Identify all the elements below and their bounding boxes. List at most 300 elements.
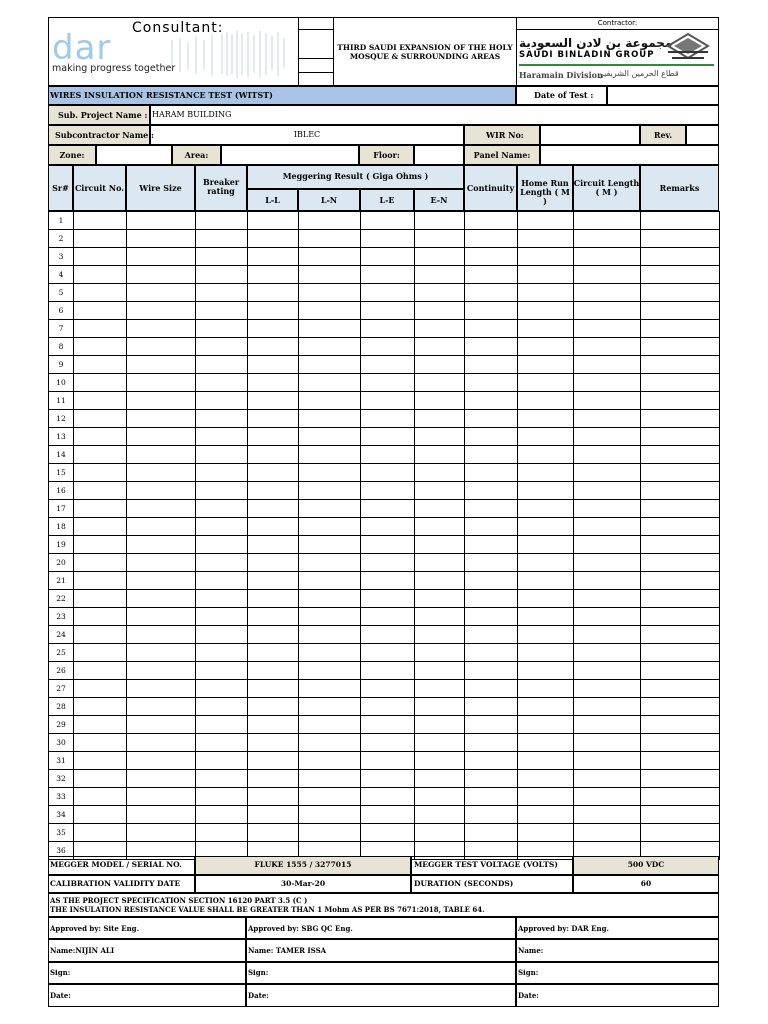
table-cell[interactable] xyxy=(74,500,127,518)
table-cell[interactable] xyxy=(127,356,196,374)
table-cell[interactable] xyxy=(196,806,248,824)
table-cell[interactable] xyxy=(415,626,465,644)
table-cell[interactable] xyxy=(361,734,415,752)
table-cell[interactable] xyxy=(74,374,127,392)
table-cell[interactable] xyxy=(299,212,361,230)
table-cell[interactable] xyxy=(248,392,299,410)
table-cell[interactable] xyxy=(518,302,574,320)
table-cell[interactable] xyxy=(465,356,518,374)
table-cell[interactable] xyxy=(518,806,574,824)
table-cell[interactable] xyxy=(518,788,574,806)
table-cell[interactable] xyxy=(127,752,196,770)
table-cell[interactable] xyxy=(299,734,361,752)
table-cell[interactable] xyxy=(574,212,641,230)
table-cell[interactable] xyxy=(299,392,361,410)
table-cell[interactable] xyxy=(196,518,248,536)
table-cell[interactable] xyxy=(127,824,196,842)
table-cell[interactable] xyxy=(518,320,574,338)
table-cell[interactable] xyxy=(574,644,641,662)
table-cell[interactable] xyxy=(74,284,127,302)
table-cell[interactable] xyxy=(574,320,641,338)
table-cell[interactable] xyxy=(361,770,415,788)
table-cell[interactable] xyxy=(196,464,248,482)
table-cell[interactable] xyxy=(574,554,641,572)
table-cell[interactable] xyxy=(74,698,127,716)
table-cell[interactable] xyxy=(574,518,641,536)
table-cell[interactable] xyxy=(196,716,248,734)
table-cell[interactable] xyxy=(74,590,127,608)
table-cell[interactable] xyxy=(361,338,415,356)
table-cell[interactable] xyxy=(127,590,196,608)
table-cell[interactable] xyxy=(248,788,299,806)
table-cell[interactable] xyxy=(465,374,518,392)
table-cell[interactable] xyxy=(196,266,248,284)
table-cell[interactable] xyxy=(415,662,465,680)
table-cell[interactable] xyxy=(248,608,299,626)
table-cell[interactable] xyxy=(361,680,415,698)
table-cell[interactable] xyxy=(641,716,720,734)
table-cell[interactable] xyxy=(574,464,641,482)
table-cell[interactable] xyxy=(248,662,299,680)
table-cell[interactable] xyxy=(74,626,127,644)
table-cell[interactable] xyxy=(518,662,574,680)
table-cell[interactable] xyxy=(465,572,518,590)
table-cell[interactable] xyxy=(518,410,574,428)
table-cell[interactable] xyxy=(415,464,465,482)
table-cell[interactable] xyxy=(641,536,720,554)
table-cell[interactable] xyxy=(127,230,196,248)
table-cell[interactable] xyxy=(361,212,415,230)
table-cell[interactable] xyxy=(196,500,248,518)
table-cell[interactable] xyxy=(518,356,574,374)
table-cell[interactable] xyxy=(361,590,415,608)
sign-site-cell[interactable] xyxy=(48,962,246,984)
table-cell[interactable] xyxy=(574,626,641,644)
table-cell[interactable] xyxy=(248,536,299,554)
date-of-test-field[interactable] xyxy=(607,86,719,105)
table-cell[interactable] xyxy=(518,590,574,608)
table-cell[interactable] xyxy=(574,266,641,284)
table-cell[interactable] xyxy=(465,446,518,464)
table-cell[interactable] xyxy=(74,482,127,500)
table-cell[interactable] xyxy=(415,806,465,824)
table-cell[interactable] xyxy=(248,518,299,536)
wir-no-field[interactable] xyxy=(540,125,640,145)
table-cell[interactable] xyxy=(465,788,518,806)
table-cell[interactable] xyxy=(415,302,465,320)
table-cell[interactable] xyxy=(196,536,248,554)
table-cell[interactable] xyxy=(465,770,518,788)
table-cell[interactable] xyxy=(299,446,361,464)
table-cell[interactable] xyxy=(248,446,299,464)
table-cell[interactable] xyxy=(127,644,196,662)
table-cell[interactable] xyxy=(641,356,720,374)
table-cell[interactable] xyxy=(641,626,720,644)
table-cell[interactable] xyxy=(127,428,196,446)
table-cell[interactable] xyxy=(465,752,518,770)
table-cell[interactable] xyxy=(74,716,127,734)
table-cell[interactable] xyxy=(248,302,299,320)
table-cell[interactable] xyxy=(574,824,641,842)
table-cell[interactable] xyxy=(248,464,299,482)
table-cell[interactable] xyxy=(196,608,248,626)
table-cell[interactable] xyxy=(127,338,196,356)
table-cell[interactable] xyxy=(196,338,248,356)
table-cell[interactable] xyxy=(465,428,518,446)
table-cell[interactable] xyxy=(299,752,361,770)
table-cell[interactable] xyxy=(415,770,465,788)
table-cell[interactable] xyxy=(127,320,196,338)
table-cell[interactable] xyxy=(127,806,196,824)
date-sbg-cell[interactable] xyxy=(246,984,516,1007)
table-cell[interactable] xyxy=(641,590,720,608)
table-cell[interactable] xyxy=(299,788,361,806)
table-cell[interactable] xyxy=(127,572,196,590)
table-cell[interactable] xyxy=(248,572,299,590)
table-cell[interactable] xyxy=(574,590,641,608)
table-cell[interactable] xyxy=(299,608,361,626)
table-cell[interactable] xyxy=(641,428,720,446)
table-cell[interactable] xyxy=(518,680,574,698)
table-cell[interactable] xyxy=(248,284,299,302)
table-cell[interactable] xyxy=(74,410,127,428)
table-cell[interactable] xyxy=(574,446,641,464)
table-cell[interactable] xyxy=(248,644,299,662)
table-cell[interactable] xyxy=(641,806,720,824)
table-cell[interactable] xyxy=(361,374,415,392)
table-cell[interactable] xyxy=(361,428,415,446)
table-cell[interactable] xyxy=(361,302,415,320)
table-cell[interactable] xyxy=(641,284,720,302)
table-cell[interactable] xyxy=(196,770,248,788)
table-cell[interactable] xyxy=(518,752,574,770)
table-cell[interactable] xyxy=(196,590,248,608)
table-cell[interactable] xyxy=(641,248,720,266)
table-cell[interactable] xyxy=(465,248,518,266)
table-cell[interactable] xyxy=(518,770,574,788)
panel-name-field[interactable] xyxy=(540,145,719,165)
table-cell[interactable] xyxy=(415,734,465,752)
table-cell[interactable] xyxy=(641,662,720,680)
table-cell[interactable] xyxy=(465,320,518,338)
table-cell[interactable] xyxy=(415,716,465,734)
table-cell[interactable] xyxy=(299,716,361,734)
table-cell[interactable] xyxy=(248,500,299,518)
table-cell[interactable] xyxy=(196,302,248,320)
table-cell[interactable] xyxy=(465,734,518,752)
table-cell[interactable] xyxy=(127,734,196,752)
table-cell[interactable] xyxy=(415,410,465,428)
table-cell[interactable] xyxy=(641,464,720,482)
table-cell[interactable] xyxy=(196,788,248,806)
table-cell[interactable] xyxy=(415,248,465,266)
table-cell[interactable] xyxy=(361,320,415,338)
table-cell[interactable] xyxy=(196,626,248,644)
table-cell[interactable] xyxy=(196,230,248,248)
table-cell[interactable] xyxy=(74,266,127,284)
table-cell[interactable] xyxy=(361,464,415,482)
table-cell[interactable] xyxy=(127,536,196,554)
date-dar-cell[interactable] xyxy=(516,984,719,1007)
table-cell[interactable] xyxy=(299,770,361,788)
table-cell[interactable] xyxy=(361,608,415,626)
table-cell[interactable] xyxy=(196,248,248,266)
table-cell[interactable] xyxy=(196,824,248,842)
table-cell[interactable] xyxy=(415,392,465,410)
table-cell[interactable] xyxy=(415,266,465,284)
table-cell[interactable] xyxy=(127,302,196,320)
table-cell[interactable] xyxy=(574,302,641,320)
sign-dar-cell[interactable] xyxy=(516,962,719,984)
table-cell[interactable] xyxy=(641,230,720,248)
table-cell[interactable] xyxy=(641,392,720,410)
table-cell[interactable] xyxy=(465,554,518,572)
table-cell[interactable] xyxy=(465,518,518,536)
table-cell[interactable] xyxy=(196,752,248,770)
table-cell[interactable] xyxy=(518,446,574,464)
table-cell[interactable] xyxy=(574,428,641,446)
table-cell[interactable] xyxy=(415,500,465,518)
table-cell[interactable] xyxy=(574,338,641,356)
table-cell[interactable] xyxy=(574,284,641,302)
table-cell[interactable] xyxy=(415,374,465,392)
table-cell[interactable] xyxy=(361,662,415,680)
table-cell[interactable] xyxy=(299,680,361,698)
table-cell[interactable] xyxy=(361,626,415,644)
table-cell[interactable] xyxy=(299,338,361,356)
table-cell[interactable] xyxy=(641,734,720,752)
table-cell[interactable] xyxy=(641,770,720,788)
area-field[interactable] xyxy=(221,145,359,165)
table-cell[interactable] xyxy=(248,230,299,248)
table-cell[interactable] xyxy=(361,482,415,500)
table-cell[interactable] xyxy=(465,662,518,680)
table-cell[interactable] xyxy=(299,590,361,608)
table-cell[interactable] xyxy=(574,392,641,410)
table-cell[interactable] xyxy=(74,788,127,806)
table-cell[interactable] xyxy=(415,212,465,230)
table-cell[interactable] xyxy=(518,626,574,644)
table-cell[interactable] xyxy=(127,464,196,482)
table-cell[interactable] xyxy=(518,338,574,356)
table-cell[interactable] xyxy=(518,464,574,482)
table-cell[interactable] xyxy=(641,788,720,806)
table-cell[interactable] xyxy=(641,500,720,518)
table-cell[interactable] xyxy=(415,752,465,770)
table-cell[interactable] xyxy=(518,428,574,446)
table-cell[interactable] xyxy=(74,464,127,482)
table-cell[interactable] xyxy=(248,320,299,338)
table-cell[interactable] xyxy=(299,464,361,482)
table-cell[interactable] xyxy=(74,230,127,248)
table-cell[interactable] xyxy=(74,428,127,446)
table-cell[interactable] xyxy=(361,500,415,518)
date-site-cell[interactable] xyxy=(48,984,246,1007)
table-cell[interactable] xyxy=(127,266,196,284)
table-cell[interactable] xyxy=(641,320,720,338)
table-cell[interactable] xyxy=(465,302,518,320)
table-cell[interactable] xyxy=(299,824,361,842)
table-cell[interactable] xyxy=(299,806,361,824)
table-cell[interactable] xyxy=(196,212,248,230)
table-cell[interactable] xyxy=(361,536,415,554)
table-cell[interactable] xyxy=(299,662,361,680)
table-cell[interactable] xyxy=(465,680,518,698)
table-cell[interactable] xyxy=(415,824,465,842)
table-cell[interactable] xyxy=(415,518,465,536)
table-cell[interactable] xyxy=(518,482,574,500)
table-cell[interactable] xyxy=(196,320,248,338)
table-cell[interactable] xyxy=(415,590,465,608)
table-cell[interactable] xyxy=(465,230,518,248)
table-cell[interactable] xyxy=(74,554,127,572)
table-cell[interactable] xyxy=(518,554,574,572)
table-cell[interactable] xyxy=(127,212,196,230)
table-cell[interactable] xyxy=(415,356,465,374)
table-cell[interactable] xyxy=(196,356,248,374)
table-cell[interactable] xyxy=(415,608,465,626)
table-cell[interactable] xyxy=(574,608,641,626)
table-cell[interactable] xyxy=(299,518,361,536)
table-cell[interactable] xyxy=(361,716,415,734)
table-cell[interactable] xyxy=(518,824,574,842)
table-cell[interactable] xyxy=(415,482,465,500)
table-cell[interactable] xyxy=(127,392,196,410)
table-cell[interactable] xyxy=(299,536,361,554)
table-cell[interactable] xyxy=(74,824,127,842)
table-cell[interactable] xyxy=(299,284,361,302)
table-cell[interactable] xyxy=(196,446,248,464)
table-cell[interactable] xyxy=(196,680,248,698)
table-cell[interactable] xyxy=(574,500,641,518)
table-cell[interactable] xyxy=(415,644,465,662)
table-cell[interactable] xyxy=(574,536,641,554)
table-cell[interactable] xyxy=(641,518,720,536)
table-cell[interactable] xyxy=(415,230,465,248)
table-cell[interactable] xyxy=(299,482,361,500)
table-cell[interactable] xyxy=(465,392,518,410)
table-cell[interactable] xyxy=(574,662,641,680)
table-cell[interactable] xyxy=(127,788,196,806)
table-cell[interactable] xyxy=(641,302,720,320)
table-cell[interactable] xyxy=(74,608,127,626)
table-cell[interactable] xyxy=(361,644,415,662)
table-cell[interactable] xyxy=(299,626,361,644)
table-cell[interactable] xyxy=(641,608,720,626)
table-cell[interactable] xyxy=(248,698,299,716)
table-cell[interactable] xyxy=(299,374,361,392)
table-cell[interactable] xyxy=(248,806,299,824)
table-cell[interactable] xyxy=(74,446,127,464)
table-cell[interactable] xyxy=(127,374,196,392)
table-cell[interactable] xyxy=(574,788,641,806)
table-cell[interactable] xyxy=(465,410,518,428)
table-cell[interactable] xyxy=(74,536,127,554)
table-cell[interactable] xyxy=(299,302,361,320)
table-cell[interactable] xyxy=(127,284,196,302)
table-cell[interactable] xyxy=(574,356,641,374)
table-cell[interactable] xyxy=(518,284,574,302)
table-cell[interactable] xyxy=(248,428,299,446)
table-cell[interactable] xyxy=(127,410,196,428)
table-cell[interactable] xyxy=(465,482,518,500)
table-cell[interactable] xyxy=(574,770,641,788)
table-cell[interactable] xyxy=(299,248,361,266)
table-cell[interactable] xyxy=(127,248,196,266)
table-cell[interactable] xyxy=(415,536,465,554)
table-cell[interactable] xyxy=(361,392,415,410)
table-cell[interactable] xyxy=(641,338,720,356)
table-cell[interactable] xyxy=(74,752,127,770)
table-cell[interactable] xyxy=(574,572,641,590)
table-cell[interactable] xyxy=(518,608,574,626)
sign-sbg-cell[interactable] xyxy=(246,962,516,984)
table-cell[interactable] xyxy=(465,824,518,842)
zone-field[interactable] xyxy=(96,145,172,165)
table-cell[interactable] xyxy=(196,410,248,428)
table-cell[interactable] xyxy=(518,230,574,248)
table-cell[interactable] xyxy=(641,698,720,716)
table-cell[interactable] xyxy=(574,374,641,392)
table-cell[interactable] xyxy=(299,428,361,446)
table-cell[interactable] xyxy=(641,752,720,770)
table-cell[interactable] xyxy=(74,662,127,680)
table-cell[interactable] xyxy=(574,806,641,824)
table-cell[interactable] xyxy=(196,428,248,446)
table-cell[interactable] xyxy=(361,356,415,374)
table-cell[interactable] xyxy=(127,698,196,716)
table-cell[interactable] xyxy=(74,338,127,356)
table-cell[interactable] xyxy=(74,320,127,338)
table-cell[interactable] xyxy=(248,626,299,644)
table-cell[interactable] xyxy=(196,734,248,752)
table-cell[interactable] xyxy=(361,824,415,842)
table-cell[interactable] xyxy=(465,212,518,230)
table-cell[interactable] xyxy=(465,590,518,608)
table-cell[interactable] xyxy=(196,482,248,500)
table-cell[interactable] xyxy=(518,644,574,662)
table-cell[interactable] xyxy=(415,320,465,338)
table-cell[interactable] xyxy=(465,266,518,284)
table-cell[interactable] xyxy=(248,590,299,608)
table-cell[interactable] xyxy=(74,212,127,230)
table-cell[interactable] xyxy=(518,248,574,266)
table-cell[interactable] xyxy=(74,770,127,788)
table-cell[interactable] xyxy=(127,716,196,734)
table-cell[interactable] xyxy=(196,698,248,716)
table-cell[interactable] xyxy=(299,356,361,374)
table-cell[interactable] xyxy=(574,752,641,770)
table-cell[interactable] xyxy=(574,248,641,266)
table-cell[interactable] xyxy=(361,248,415,266)
table-cell[interactable] xyxy=(518,500,574,518)
table-cell[interactable] xyxy=(415,788,465,806)
table-cell[interactable] xyxy=(574,734,641,752)
table-cell[interactable] xyxy=(415,554,465,572)
name-dar-cell[interactable] xyxy=(516,939,719,962)
table-cell[interactable] xyxy=(127,446,196,464)
table-cell[interactable] xyxy=(641,266,720,284)
table-cell[interactable] xyxy=(299,500,361,518)
table-cell[interactable] xyxy=(248,248,299,266)
table-cell[interactable] xyxy=(465,806,518,824)
table-cell[interactable] xyxy=(127,680,196,698)
table-cell[interactable] xyxy=(127,500,196,518)
table-cell[interactable] xyxy=(361,446,415,464)
table-cell[interactable] xyxy=(299,230,361,248)
table-cell[interactable] xyxy=(74,392,127,410)
sub-project-field[interactable] xyxy=(150,105,719,125)
